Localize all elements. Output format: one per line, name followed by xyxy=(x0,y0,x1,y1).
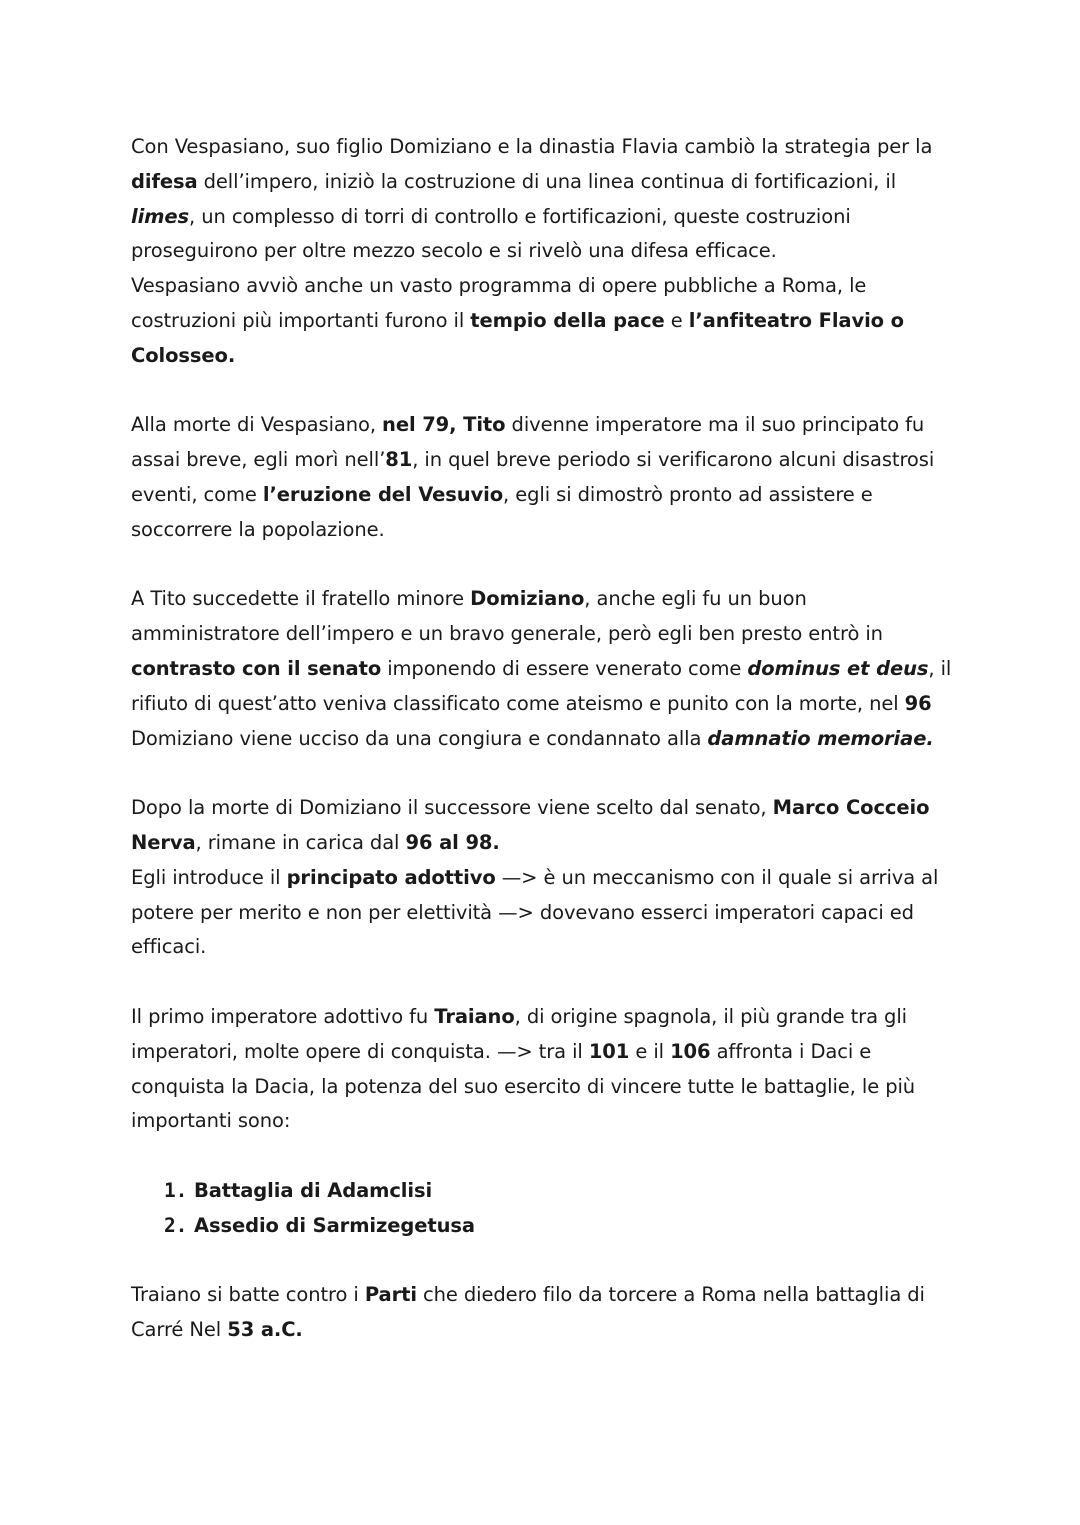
emphasized-text: 101 xyxy=(588,1039,630,1063)
text-run: , di origine spagnola, il più grande tra gli imperatori, molte opere di conquista. —> tra il xyxy=(131,1004,907,1063)
paragraph-parti xyxy=(131,1278,961,1348)
text-run: , rimane in carica dal xyxy=(195,830,406,854)
list-item xyxy=(131,1174,961,1209)
paragraph-nerva xyxy=(131,791,961,965)
paragraph-gap xyxy=(131,1139,961,1174)
text-run: , anche egli fu un buon amministratore dell’impero e un bravo generale, però egli ben presto entrò in xyxy=(131,587,883,646)
text-run: Traiano si batte contro i xyxy=(131,1283,365,1307)
text-run: A Tito succedette il fratello minore xyxy=(131,587,471,611)
emphasized-text: limes xyxy=(131,204,190,228)
battles-list xyxy=(131,1174,961,1244)
text-run: —> è un meccanismo con il quale si arriva al potere per merito e non per elettività —> dovevano esserci imperatori capaci ed efficaci. xyxy=(131,865,939,959)
paragraph-gap xyxy=(131,548,961,583)
paragraph-gap xyxy=(131,965,961,1000)
text-run: Con Vespasiano, suo figlio Domiziano e la dinastia Flavia cambiò la strategia per la xyxy=(131,135,933,158)
emphasized-text: difesa xyxy=(131,169,198,193)
text-run: dell’impero, iniziò la costruzione di una linea continua di fortificazioni, il xyxy=(197,169,897,193)
text-run: , un complesso di torri di controllo e fortificazioni, queste costruzioni proseguirono per oltre mezzo secolo e si rivelò una difesa efficace. xyxy=(131,204,851,263)
emphasized-text: l’eruzione del Vesuvio xyxy=(262,482,504,506)
list-item-label: Battaglia di Adamclisi xyxy=(193,1178,433,1202)
paragraph-gap xyxy=(131,1244,961,1279)
paragraph-flavian-defense xyxy=(131,130,961,374)
text-run: , egli si dimostrò pronto ad assistere e soccorrere la popolazione. xyxy=(131,482,873,541)
text-run: affronta i Daci e conquista la Dacia, la potenza del suo esercito di vincere tutte le battaglie, le più importanti sono: xyxy=(131,1039,916,1133)
emphasized-text: 96 xyxy=(904,691,932,715)
emphasized-text: 106 xyxy=(670,1039,711,1063)
emphasized-text: Domiziano xyxy=(470,587,585,611)
paragraph-tito xyxy=(131,408,961,547)
text-run: Dopo la morte di Domiziano il successore viene scelto dal senato, xyxy=(131,796,773,820)
text-run: e il xyxy=(629,1039,671,1063)
text-run: , il rifiuto di quest’atto veniva classificato come ateismo e punito con la morte, nel xyxy=(131,656,952,715)
emphasized-text: 53 a.C. xyxy=(227,1318,303,1342)
emphasized-text: 81 xyxy=(385,448,413,472)
list-item-number: 2. xyxy=(164,1213,188,1237)
document-page xyxy=(131,130,961,1348)
paragraph-domiziano xyxy=(131,582,961,756)
emphasized-text: Traiano xyxy=(434,1004,515,1028)
text-run: Domiziano viene ucciso da una congiura e condannato alla xyxy=(131,726,708,750)
emphasized-text: l’anfiteatro Flavio o Colosseo. xyxy=(131,308,904,367)
text-run: Vespasiano avviò anche un vasto programma di opere pubbliche a Roma, le costruzioni più importanti furono il xyxy=(131,274,867,332)
emphasized-text: nel 79, Tito xyxy=(382,413,506,437)
emphasized-text: damnatio memoriae. xyxy=(707,726,934,750)
text-run: e xyxy=(664,308,689,332)
list-item-number: 1. xyxy=(164,1178,188,1202)
emphasized-text: Parti xyxy=(364,1283,417,1307)
text-run: che diedero filo da torcere a Roma nella battaglia di Carré Nel xyxy=(131,1283,925,1342)
paragraph-gap xyxy=(131,756,961,791)
emphasized-text: tempio della pace xyxy=(470,308,665,332)
text-run: , in quel breve periodo si verificarono alcuni disastrosi eventi, come xyxy=(131,448,935,506)
emphasized-text: Marco Cocceio Nerva xyxy=(131,796,930,854)
list-item-label: Assedio di Sarmizegetusa xyxy=(193,1213,475,1237)
text-run: Alla morte di Vespasiano, xyxy=(131,413,383,437)
paragraph-traiano xyxy=(131,1000,961,1139)
text-run: divenne imperatore ma il suo principato fu assai breve, egli morì nell’ xyxy=(131,413,925,472)
emphasized-text: principato adottivo xyxy=(286,865,496,889)
list-item xyxy=(131,1209,961,1244)
text-run: Egli introduce il xyxy=(131,865,287,889)
emphasized-text: dominus et deus xyxy=(747,656,929,680)
emphasized-text: 96 al 98. xyxy=(405,830,500,854)
emphasized-text: contrasto con il senato xyxy=(131,656,382,680)
text-run: Il primo imperatore adottivo fu xyxy=(131,1004,435,1028)
paragraph-gap xyxy=(131,374,961,409)
text-run: imponendo di essere venerato come xyxy=(381,656,748,680)
